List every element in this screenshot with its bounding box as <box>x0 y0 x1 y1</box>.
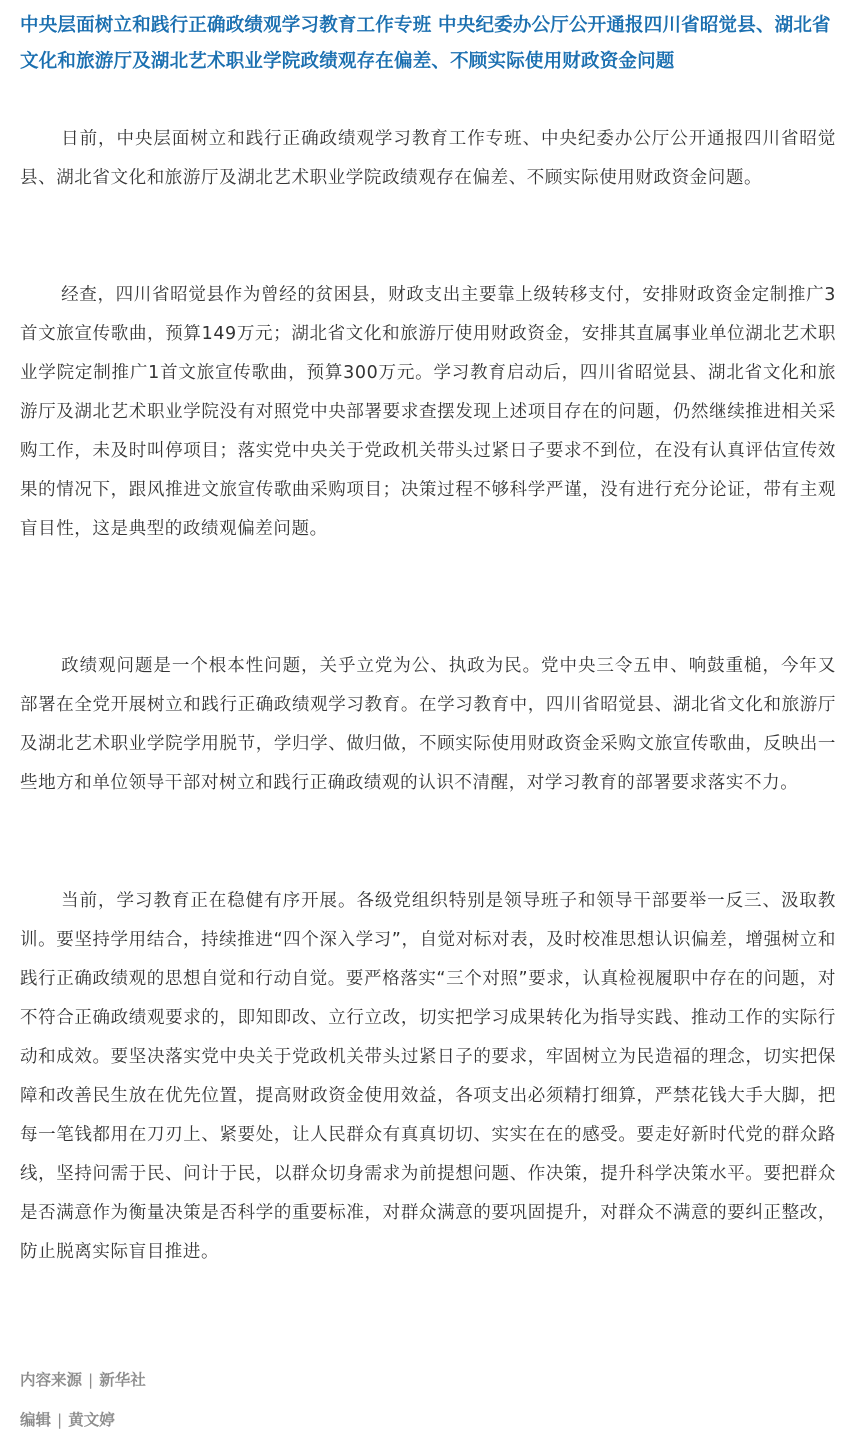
editor-line <box>20 1407 115 1433</box>
source-label: 内容来源 <box>20 1371 83 1389</box>
editor-separator: | <box>57 1411 63 1429</box>
paragraph-requirements: 当前，学习教育正在稳健有序开展。各级党组织特别是领导班子和领导干部要举一反三、汲取教训。要坚持学用结合，持续推进“四个深入学习”，自觉对标对表，及时校准思想认识偏差，增强树立和践行正确政绩观的思想自觉和行动自觉。要严格落实“三个对照”要求，认真检视履职中存在的问题，对不符合正确政绩观要求的，即知即改、立行立改，切实把学习成果转化为指导实践、推动工作的实际行动和成效。要坚决落实党中央关于党政机关带头过紧日子的要求，牢固树立为民造福的理念，切实把保障和改善民生放在优先位置，提高财政资金使用效益，各项支出必须精打细算，严禁花钱大手大脚，把每一笔钱都用在刀刃上、紧要处，让人民群众有真真切切、实实在在的感受。要走好新时代党的群众路线，坚持问需于民、问计于民，以群众切身需求为前提想问题、作决策，提升科学决策水平。要把群众是否满意作为衡量决策是否科学的重要标准，对群众满意的要巩固提升，对群众不满意的要纠正整改，防止脱离实际盲目推进。 <box>20 891 836 1262</box>
source-separator: | <box>88 1371 94 1389</box>
editor-value: 黄文婷 <box>68 1411 115 1429</box>
article-title: 中央层面树立和践行正确政绩观学习教育工作专班 中央纪委办公厅公开通报四川省昭觉县、湖北省文化和旅游厅及湖北艺术职业学院政绩观存在偏差、不顾实际使用财政资金问题 <box>20 15 831 72</box>
source-line <box>20 1367 146 1393</box>
paragraph-intro: 日前，中央层面树立和践行正确政绩观学习教育工作专班、中央纪委办公厅公开通报四川省昭觉县、湖北省文化和旅游厅及湖北艺术职业学院政绩观存在偏差、不顾实际使用财政资金问题。 <box>20 129 836 188</box>
paragraph-analysis: 政绩观问题是一个根本性问题，关乎立党为公、执政为民。党中央三令五申、响鼓重槌，今年又部署在全党开展树立和践行正确政绩观学习教育。在学习教育中，四川省昭觉县、湖北省文化和旅游厅及湖北艺术职业学院学用脱节，学归学、做归做，不顾实际使用财政资金采购文旅宣传歌曲，反映出一些地方和单位领导干部对树立和践行正确政绩观的认识不清醒，对学习教育的部署要求落实不力。 <box>20 656 836 793</box>
paragraph-findings: 经查，四川省昭觉县作为曾经的贫困县，财政支出主要靠上级转移支付，安排财政资金定制推广3首文旅宣传歌曲，预算149万元；湖北省文化和旅游厅使用财政资金，安排其直属事业单位湖北艺术职业学院定制推广1首文旅宣传歌曲，预算300万元。学习教育启动后，四川省昭觉县、湖北省文化和旅游厅及湖北艺术职业学院没有对照党中央部署要求查摆发现上述项目存在的问题，仍然继续推进相关采购工作，未及时叫停项目；落实党中央关于党政机关带头过紧日子要求不到位，在没有认真评估宣传效果的情况下，跟风推进文旅宣传歌曲采购项目；决策过程不够科学严谨，没有进行充分论证，带有主观盲目性，这是典型的政绩观偏差问题。 <box>20 285 836 539</box>
editor-label: 编辑 <box>20 1411 52 1429</box>
source-value: 新华社 <box>99 1371 146 1389</box>
article <box>20 8 836 1429</box>
